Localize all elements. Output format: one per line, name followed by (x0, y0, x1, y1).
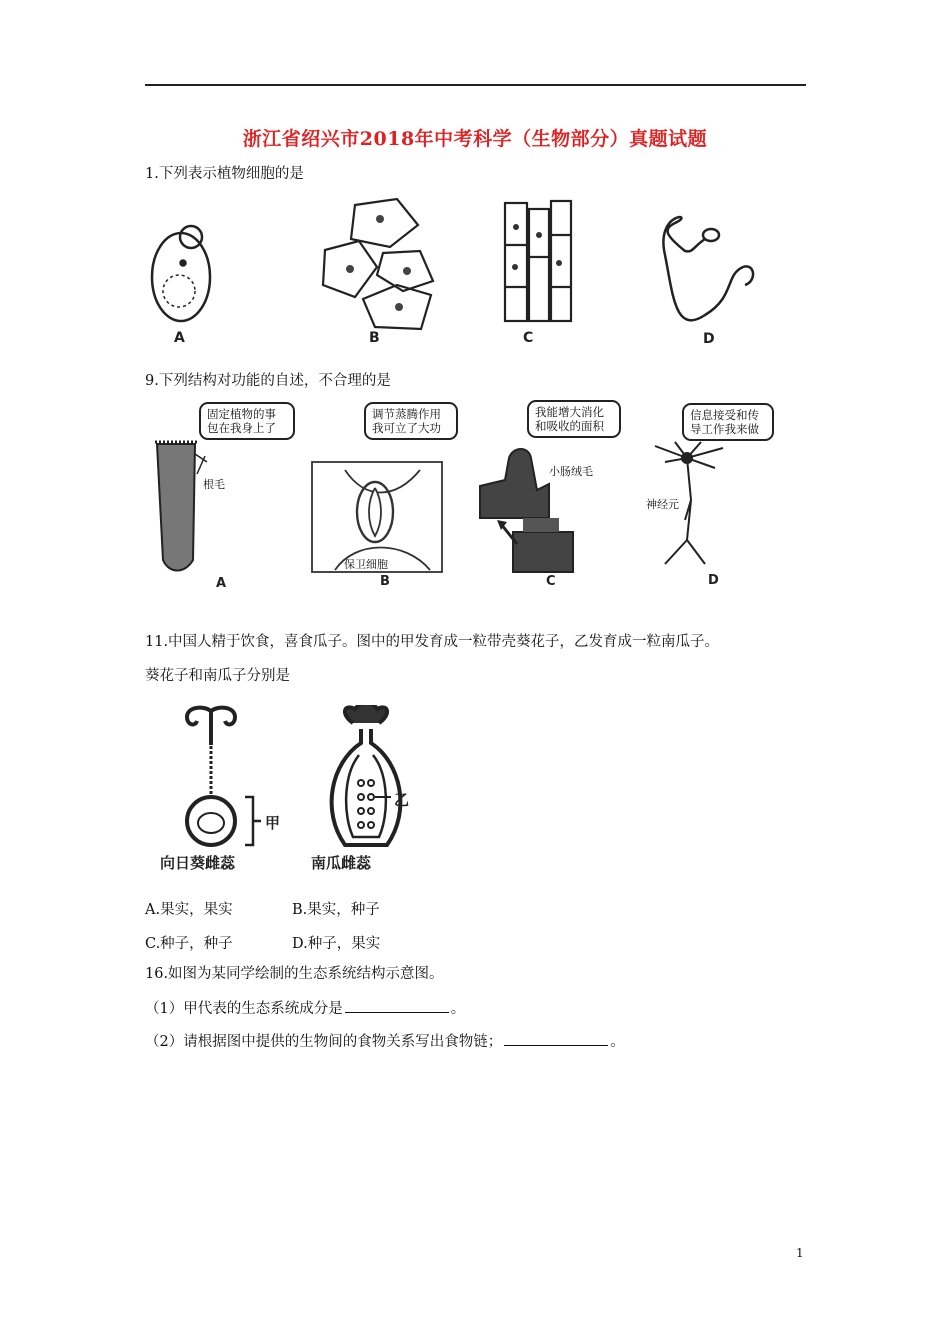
q11-option-a: A.果实，果实 (145, 902, 233, 918)
q1-stem: 1.下列表示植物细胞的是 (145, 166, 304, 182)
q16-sub2-text: （2）请根据图中提供的生物间的食物关系写出食物链； (145, 1034, 503, 1050)
q9-caption-d: 神经元 (646, 498, 679, 511)
q16-sub2 (145, 1031, 625, 1052)
q9-label-c: C (546, 574, 556, 589)
q9-bubble-d: 信息接受和传导工作我来做 (682, 403, 774, 441)
q11-caption-sunflower: 向日葵雌蕊 (160, 854, 236, 872)
page-number: 1 (796, 1246, 804, 1260)
q16-sub1-answer-blank[interactable] (345, 998, 449, 1013)
q16-stem: 16.如图为某同学绘制的生态系统结构示意图。 (145, 966, 444, 982)
q9-stem: 9.下列结构对功能的自述，不合理的是 (145, 373, 391, 389)
q16-sub2-answer-blank[interactable] (504, 1031, 608, 1046)
q11-option-d: D.种子，果实 (292, 936, 381, 952)
q11-caption-pumpkin: 南瓜雌蕊 (311, 854, 372, 872)
q16-sub1-end: 。 (450, 1001, 466, 1017)
q11-stem-line1: 11.中国人精于饮食，喜食瓜子。图中的甲发育成一粒带壳葵花子，乙发育成一粒南瓜子。 (145, 634, 720, 650)
pumpkin-pistil-illustration (332, 705, 401, 845)
q9-caption-a: 根毛 (203, 478, 225, 491)
q16-sub1 (145, 998, 465, 1019)
q9-label-b: B (380, 574, 390, 589)
q11-figures (165, 705, 445, 855)
sperm-cell-illustration (663, 217, 753, 320)
q16-sub2-end: 。 (610, 1034, 625, 1050)
q9-caption-b: 保卫细胞 (344, 558, 388, 571)
q11-option-c: C.种子，种子 (145, 936, 233, 952)
q11-label-jia: 甲 (265, 814, 281, 832)
root-hair-illustration (155, 442, 207, 571)
q9-figures (145, 440, 805, 575)
q9-bubble-a: 固定植物的事包在我身上了 (199, 402, 295, 440)
yeast-cell-illustration (152, 226, 210, 321)
q1-label-b: B (369, 330, 380, 346)
q16-sub1-text: （1）甲代表的生态系统成分是 (145, 1001, 343, 1017)
q9-label-d: D (708, 573, 719, 588)
q11-stem-line2: 葵花子和南瓜子分别是 (145, 668, 290, 684)
q9-bubble-c: 我能增大消化和吸收的面积 (527, 400, 621, 438)
q1-label-a: A (174, 330, 185, 346)
q9-label-a: A (216, 576, 227, 591)
q9-caption-c: 小肠绒毛 (549, 465, 593, 478)
q1-label-c: C (523, 330, 534, 346)
q1-figures (145, 195, 805, 335)
page-title: 浙江省绍兴市2018年中考科学（生物部分）真题试题 (242, 128, 708, 150)
q9-bubble-b: 调节蒸腾作用我可立了大功 (364, 402, 458, 440)
q1-label-d: D (703, 331, 715, 347)
q11-option-b: B.果实，种子 (292, 902, 380, 918)
q11-label-yi: 乙 (394, 791, 410, 809)
sunflower-pistil-illustration (187, 708, 261, 845)
header-rule (145, 84, 806, 86)
